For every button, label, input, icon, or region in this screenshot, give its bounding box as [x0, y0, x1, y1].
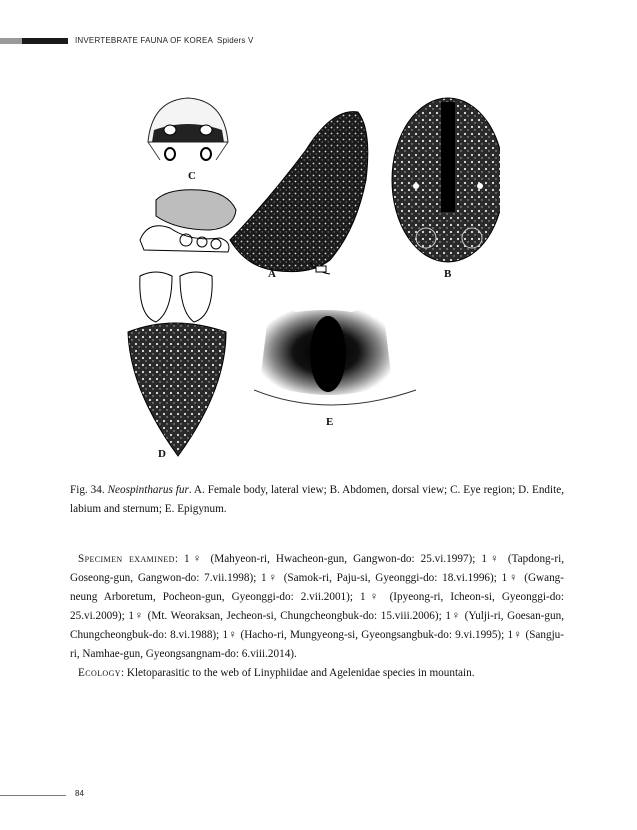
header-bar-black [22, 38, 68, 44]
header-bar-gray [0, 38, 22, 44]
figure-caption [70, 481, 564, 519]
epigynum-drawing [254, 309, 416, 405]
figure-label-a: A [268, 268, 276, 280]
caption-species: Neospintharus fur [107, 484, 189, 496]
specimen-paragraph [70, 550, 564, 664]
eye-region-drawing [148, 98, 228, 160]
footer-rule [0, 795, 66, 796]
figure-label-d: D [158, 448, 166, 460]
body-text [70, 550, 564, 683]
figure-label-e: E [326, 416, 334, 428]
header-title: INVERTEBRATE FAUNA OF KOREA [75, 36, 214, 45]
sternum-drawing [128, 272, 226, 456]
figure-34 [120, 90, 500, 470]
ecology-heading: Ecology [78, 667, 121, 679]
ecology-text: : Kletoparasitic to the web of Linyphiidae and Agelenidae species in mountain. [120, 667, 475, 679]
caption-prefix: Fig. 34. [70, 484, 108, 496]
running-header [75, 36, 254, 45]
figure-illustration [120, 90, 500, 470]
figure-label-c: C [188, 170, 196, 182]
figure-label-b: B [444, 268, 452, 280]
header-series: Spiders V [217, 36, 254, 45]
abdomen-dorsal-drawing [392, 98, 500, 262]
caption-text: . A. Female body, lateral view; B. Abdomen, dorsal view; C. Eye region; D. Endite, labium and sternum; E. Epigynum. [70, 484, 564, 515]
specimen-heading: Specimen examined [78, 553, 175, 565]
ecology-paragraph [70, 664, 564, 683]
page-number: 84 [75, 789, 84, 798]
specimen-text: : 1♀ (Mahyeon-ri, Hwacheon-gun, Gangwon-do: 25.vi.1997); 1♀ (Tapdong-ri, Goseong-gun, Gangwon-do: 7.vii.1998); 1♀ (Samok-ri, Paju-si, Gyeonggi-do: 18.vi.1996); 1♀ (Gwang-neung Arboretum, Pocheon-gun, Gyeonggi-do: 2.vii.2001); 1♀ (Ipyeong-ri, Icheon-si, Gyeonggi-do: 25.vi.2009); 1♀ (Mt. Weoraksan, Jecheon-si, Chungcheongbuk-do: 15.viii.2006); 1♀ (Yulji-ri, Goesan-gun, Chungcheongbuk-do: 8.vi.1988); 1♀ (Hacho-ri, Mungyeong-si, Gyeongsangbuk-do: 9.vi.1995); 1♀ (Sangju-ri, Namhae-gun, Gyeongsangnam-do: 6.viii.2014). [70, 553, 564, 660]
